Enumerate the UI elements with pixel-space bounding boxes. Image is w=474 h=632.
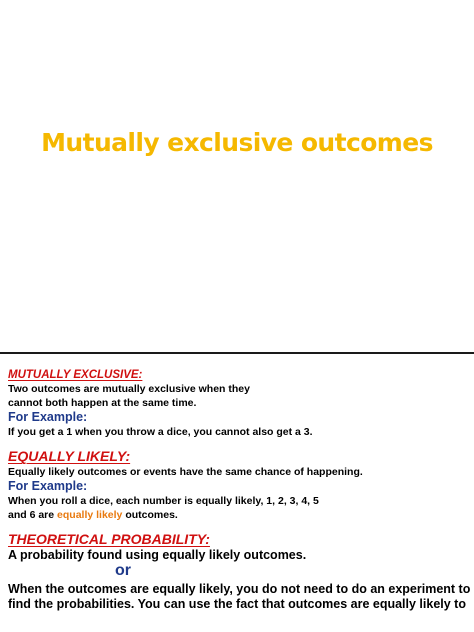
theoretical-bottom-line-2: find the probabilities. You can use the fact that outcomes are equally likely to: [8, 597, 466, 611]
equally-likely-last-prefix: and 6 are: [8, 509, 58, 521]
mutually-exclusive-heading: MUTUALLY EXCLUSIVE:: [8, 369, 143, 381]
definitions-slide: [0, 354, 474, 632]
equally-likely-last-line: [8, 508, 474, 522]
definitions-content: [8, 368, 474, 612]
slide-title: Mutually exclusive outcomes: [41, 128, 433, 157]
mutually-exclusive-line-1: Two outcomes are mutually exclusive when they: [8, 383, 250, 395]
mutually-exclusive-line-2: cannot both happen at the same time.: [8, 397, 197, 409]
or-label: or: [115, 562, 131, 579]
theoretical-bottom-line-1: When the outcomes are equally likely, you do not need to do an experiment to: [8, 582, 471, 596]
theoretical-probability-line: A probability found using equally likely outcomes.: [8, 548, 307, 562]
equally-likely-line: Equally likely outcomes or events have the same chance of happening.: [8, 466, 363, 478]
mutually-exclusive-example-label: For Example:: [8, 410, 88, 424]
theoretical-probability-heading: THEORETICAL PROBABILITY:: [8, 531, 210, 547]
equally-likely-last-suffix: outcomes.: [122, 509, 178, 521]
equally-likely-heading: EQUALLY LIKELY:: [8, 448, 131, 464]
mutually-exclusive-example-line: If you get a 1 when you throw a dice, you cannot also get a 3.: [8, 426, 313, 438]
equally-likely-example-line: When you roll a dice, each number is equally likely, 1, 2, 3, 4, 5: [8, 495, 319, 507]
equally-likely-highlight: equally likely: [57, 509, 123, 521]
equally-likely-example-label: For Example:: [8, 479, 88, 493]
